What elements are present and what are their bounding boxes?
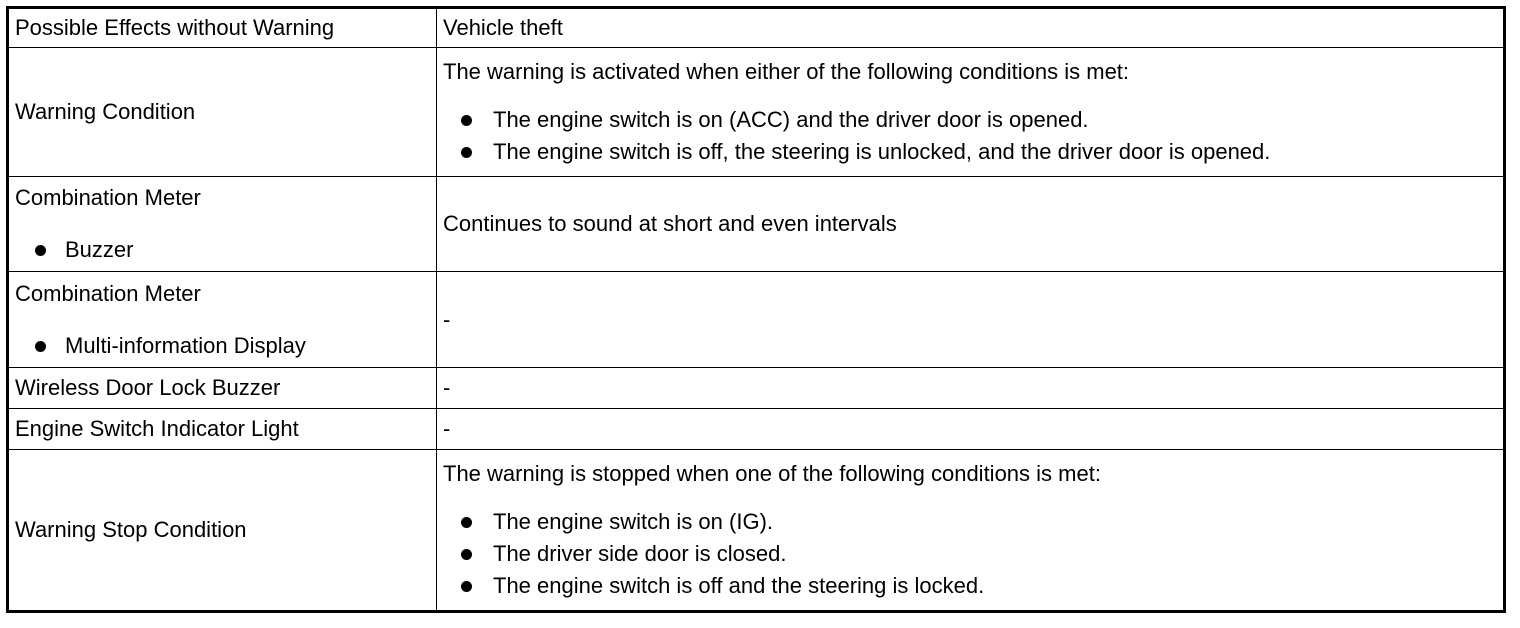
list-item <box>461 136 1497 168</box>
bullet-icon <box>461 147 472 158</box>
row-sublabel <box>15 330 430 362</box>
row-label-heading: Combination Meter <box>15 185 201 210</box>
row-label: Warning Stop Condition <box>8 450 437 612</box>
condition-intro: The warning is stopped when one of the following conditions is met: <box>443 461 1101 486</box>
row-label: Engine Switch Indicator Light <box>8 409 437 450</box>
row-value <box>437 450 1505 612</box>
bullet-icon <box>35 245 46 256</box>
list-item-text: The engine switch is on (ACC) and the driver door is opened. <box>493 107 1089 132</box>
row-value: - <box>437 409 1505 450</box>
row-label <box>8 177 437 272</box>
row-label <box>8 272 437 368</box>
bullet-icon <box>461 517 472 528</box>
row-value: Vehicle theft <box>437 8 1505 48</box>
row-label: Warning Condition <box>8 48 437 177</box>
table-row <box>8 48 1505 177</box>
list-item <box>461 570 1497 602</box>
list-item <box>461 506 1497 538</box>
condition-list <box>443 506 1497 602</box>
table-row <box>8 368 1505 409</box>
bullet-icon <box>461 115 472 126</box>
row-value: Continues to sound at short and even intervals <box>437 177 1505 272</box>
table-row <box>8 8 1505 48</box>
row-value <box>437 48 1505 177</box>
row-label: Possible Effects without Warning <box>8 8 437 48</box>
list-item <box>461 104 1497 136</box>
list-item-text: The engine switch is off and the steering is locked. <box>493 573 985 598</box>
condition-list <box>443 104 1497 168</box>
row-sublabel-text: Buzzer <box>65 237 134 262</box>
row-label: Wireless Door Lock Buzzer <box>8 368 437 409</box>
warning-spec-table <box>6 6 1506 613</box>
row-value: - <box>437 272 1505 368</box>
table-row <box>8 177 1505 272</box>
bullet-icon <box>461 549 472 560</box>
table-row <box>8 272 1505 368</box>
table-row <box>8 409 1505 450</box>
row-sublabel <box>15 234 430 266</box>
list-item-text: The engine switch is off, the steering is unlocked, and the driver door is opened. <box>493 139 1271 164</box>
condition-intro: The warning is activated when either of the following conditions is met: <box>443 59 1130 84</box>
row-sublabel-text: Multi-information Display <box>65 332 306 358</box>
table-row <box>8 450 1505 612</box>
row-label-heading: Combination Meter <box>15 280 201 306</box>
list-item-text: The driver side door is closed. <box>493 541 787 566</box>
row-value: - <box>437 368 1505 409</box>
bullet-icon <box>35 341 46 352</box>
bullet-icon <box>461 581 472 592</box>
list-item <box>461 538 1497 570</box>
list-item-text: The engine switch is on (IG). <box>493 509 774 534</box>
